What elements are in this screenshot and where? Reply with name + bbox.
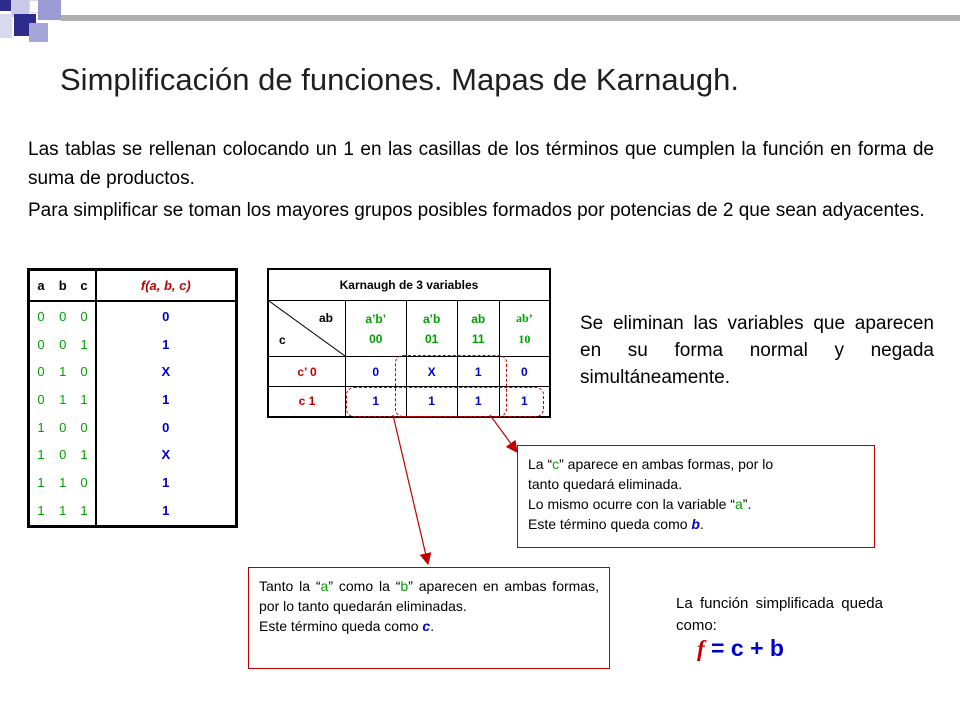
kmap-cell: X [406,357,457,387]
table-row [29,358,237,386]
col-code: 00 [369,331,383,346]
cell-c: 1 [80,391,88,407]
callout-term-b [517,445,875,548]
text: Este término queda como [528,516,692,532]
cell-b: 0 [59,336,67,352]
group-oval-c [346,387,544,417]
callout-c-para-1 [259,576,599,616]
cell-b: 0 [59,419,67,435]
cell-c: 0 [80,364,88,380]
cell-c: 0 [80,308,88,324]
cell-c: 1 [80,503,88,519]
table-row [29,468,237,496]
cell-b: 1 [59,503,67,519]
header-b: b [52,270,73,302]
var-a: a [734,496,743,512]
cell-c: 1 [80,336,88,352]
kmap-cell: 1 [457,357,499,387]
formula-f: f [697,636,705,661]
kmap-title: Karnaugh de 3 variables [268,269,550,301]
cell-f: 1 [96,496,237,526]
cell-f: 0 [96,413,237,441]
table-row [29,301,237,330]
cell-c: 0 [80,474,88,490]
table-row [29,441,237,469]
table-row [29,386,237,414]
callout-term-c [248,567,610,669]
text: . [699,516,704,532]
intro-paragraph-2: Para simplificar se toman los mayores grupos posibles formados por potencias de 2 que sean adyacentes. [28,200,925,221]
corner-ab-label: ab [318,311,333,325]
kmap-col-header [499,301,550,357]
kmap-cell: 1 [406,387,457,417]
kmap-corner [268,301,346,357]
cell-f: 1 [96,330,237,358]
col-code: 10 [518,331,531,346]
callout-b-line-1 [528,454,864,474]
cell-b: 0 [59,308,67,324]
kmap-col-header [346,301,407,357]
text: ” aparecen en ambas formas, por lo tanto quedarán eliminadas. [259,578,599,614]
cell-c: 1 [80,447,88,463]
cell-a: 0 [37,364,45,380]
cell-a: 0 [37,308,45,324]
cell-a: 1 [37,503,45,519]
arrow-to-c-callout [393,415,428,564]
truth-table-header [29,270,237,302]
cell-f: X [96,441,237,469]
kmap-row-label: c’ 0 [268,357,346,387]
text: . [430,618,435,634]
cell-a: 0 [37,391,45,407]
col-label: ab’ [516,310,533,325]
cell-f: 1 [96,468,237,496]
header-a: a [29,270,53,302]
formula-expression: = c + b [704,635,784,661]
cell-a: 0 [37,336,45,352]
kmap-col-header [457,301,499,357]
var-c: c [552,456,560,472]
header-rule [61,15,960,21]
text: ”. [742,496,752,512]
kmap-cell: 1 [457,387,499,417]
cell-c: 0 [80,419,88,435]
callout-b-line-4 [528,514,864,534]
corner-square-light [0,14,12,38]
cell-f: 0 [96,301,237,330]
col-code: 01 [424,331,439,346]
kmap-cell: 0 [499,357,550,387]
text: La “ [528,456,553,472]
corner-square-lilac [29,23,48,42]
text: Lo mismo ocurre con la variable “ [528,496,735,512]
cell-a: 1 [37,419,45,435]
truth-table [27,268,238,528]
kmap-cell: 1 [346,387,407,417]
text: ” como la “ [328,578,401,594]
var-b: b [400,578,409,594]
callout-b-line-2: tanto quedará eliminada. [528,476,683,492]
col-label: a’b [422,311,441,326]
cell-a: 1 [37,447,45,463]
header-f: f(a, b, c) [96,270,237,302]
table-row [29,413,237,441]
table-row [29,496,237,526]
corner-c-label: c [279,333,286,347]
table-row [29,330,237,358]
col-label: ab [471,311,486,326]
cell-b: 1 [59,364,67,380]
cell-f: X [96,358,237,386]
cell-f: 1 [96,386,237,414]
term-c: c [422,618,431,634]
corner-square-lilac [38,0,61,20]
col-code: 11 [471,331,485,346]
cell-a: 1 [37,474,45,490]
result-text: La función simplificada queda como: [676,595,883,634]
corner-diagonal [269,301,345,356]
cell-b: 1 [59,391,67,407]
term-b: b [691,516,700,532]
text: Tanto la “ [259,578,321,594]
arrow-to-b-callout [490,415,517,452]
header-c: c [73,270,95,302]
var-a: a [320,578,329,594]
text: ” aparece en ambas formas, por lo [559,456,774,472]
col-label: a’b’ [365,311,387,326]
cell-b: 1 [59,474,67,490]
text: Este término queda como [259,618,423,634]
corner-square-dark [0,0,11,11]
kmap-cell: 1 [499,387,550,417]
kmap-col-header [406,301,457,357]
cell-b: 0 [59,447,67,463]
kmap-row-label: c 1 [268,387,346,417]
kmap-cell: 0 [346,357,407,387]
callout-b-line-3 [528,494,864,514]
result-formula [697,635,784,662]
page-title: Simplificación de funciones. Mapas de Karnaugh. [60,62,739,97]
intro-paragraph-1: Las tablas se rellenan colocando un 1 en las casillas de los términos que cumplen la función en forma de suma de productos. [28,139,934,189]
callout-c-para-2 [259,616,599,636]
side-note: Se eliminan las variables que aparecen en su forma normal y negada simultáneamente. [580,313,934,388]
